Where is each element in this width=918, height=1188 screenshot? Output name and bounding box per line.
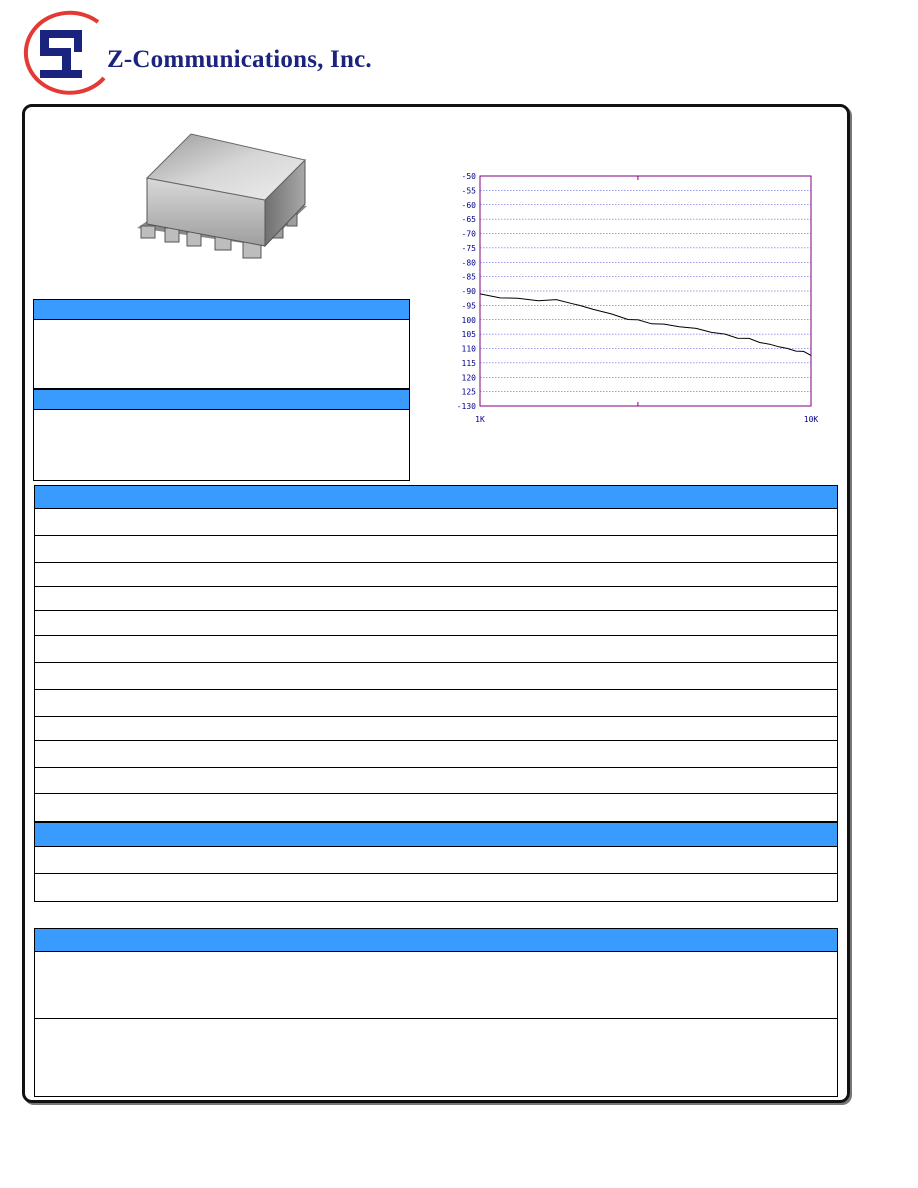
table-row bbox=[35, 536, 837, 563]
y-tick-label: -130 bbox=[456, 402, 476, 411]
x-tick-label: 10K bbox=[803, 415, 819, 424]
spec-box-middle-header-bar bbox=[34, 390, 409, 410]
y-tick-label: -95 bbox=[461, 301, 476, 311]
z-comm-logo-icon bbox=[10, 8, 110, 98]
table-row bbox=[35, 847, 837, 874]
y-tick-label: -60 bbox=[461, 200, 476, 210]
y-tick-label: -50 bbox=[461, 172, 476, 181]
table-row bbox=[35, 741, 837, 768]
spec-table-main-subheader-bar bbox=[35, 822, 837, 847]
company-logo bbox=[10, 8, 370, 98]
y-tick-label: 120 bbox=[461, 373, 476, 383]
table-row bbox=[35, 717, 837, 741]
y-tick-label: 100 bbox=[461, 315, 476, 325]
table-row bbox=[35, 1019, 837, 1095]
y-tick-label: 110 bbox=[461, 344, 476, 354]
spec-table-main bbox=[34, 485, 838, 902]
y-tick-label: 115 bbox=[461, 358, 476, 368]
table-row bbox=[35, 690, 837, 717]
y-tick-label: -70 bbox=[461, 229, 476, 239]
spec-box-top-header-bar bbox=[34, 300, 409, 320]
y-tick-label: 125 bbox=[461, 387, 476, 397]
y-tick-label: -80 bbox=[461, 258, 476, 268]
y-tick-label: -65 bbox=[461, 215, 476, 225]
y-tick-labels bbox=[457, 172, 476, 411]
y-tick-label: -90 bbox=[461, 287, 476, 296]
table-row bbox=[35, 663, 837, 690]
y-tick-label: -85 bbox=[461, 272, 476, 282]
table-row bbox=[35, 636, 837, 663]
y-tick-label: -55 bbox=[461, 186, 476, 196]
spec-table-bottom bbox=[34, 928, 838, 1097]
table-row bbox=[35, 794, 837, 822]
company-name: Z-Communications, Inc. bbox=[107, 46, 372, 73]
x-tick-labels bbox=[475, 415, 818, 424]
table-row bbox=[35, 509, 837, 536]
phase-noise-chart bbox=[440, 160, 840, 440]
spec-table-bottom-header-bar bbox=[35, 929, 837, 952]
smd-vco-module-photo-icon bbox=[135, 128, 310, 276]
table-row bbox=[35, 611, 837, 636]
y-tick-label: 105 bbox=[461, 330, 476, 340]
x-tick-label: 1K bbox=[475, 415, 485, 424]
y-tick-label: -75 bbox=[461, 243, 476, 253]
spec-table-main-header-bar bbox=[35, 486, 837, 509]
phase-noise-trace bbox=[480, 294, 811, 356]
table-row bbox=[35, 563, 837, 587]
spec-box-middle bbox=[33, 389, 410, 481]
table-row bbox=[35, 952, 837, 1019]
table-row bbox=[35, 768, 837, 794]
spec-box-top bbox=[33, 299, 410, 389]
chart-grid bbox=[480, 176, 811, 406]
table-row bbox=[35, 874, 837, 902]
table-row bbox=[35, 587, 837, 611]
